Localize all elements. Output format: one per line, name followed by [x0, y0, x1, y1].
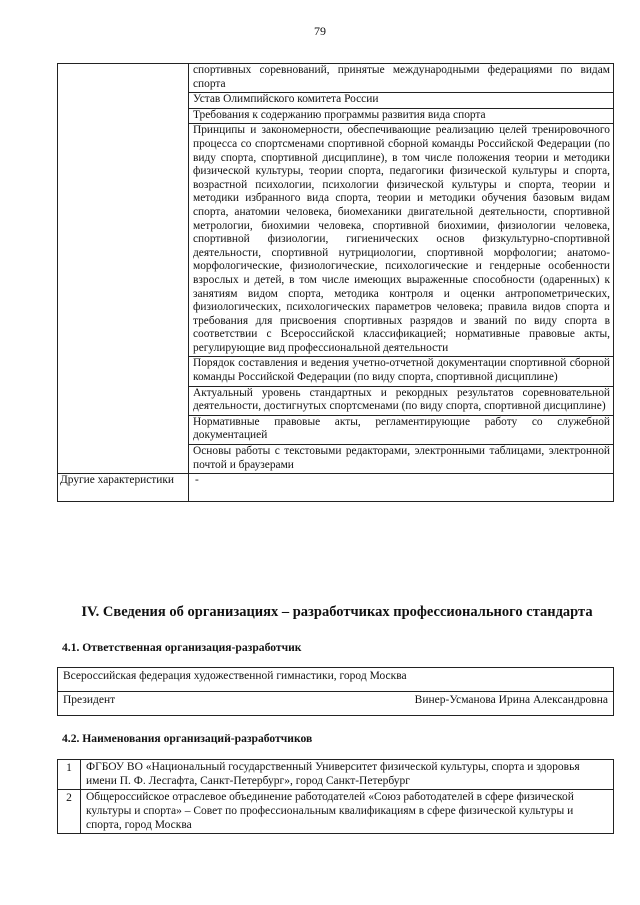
president-cell — [58, 692, 614, 716]
page-number: 79 — [314, 24, 326, 38]
developers-table — [57, 759, 614, 834]
left-empty-cell — [58, 64, 189, 474]
requirement-cell: Устав Олимпийского комитета России — [189, 93, 614, 109]
requirement-cell: Принципы и закономерности, обеспечивающие реализацию целей тренировочного процесса со спортсменами спортивной сборной команды Российской Федерации (по виду спорта, спортивной дисциплине), в том числе положения теории и методики физической культуры, теории спорта, педагогики физической культуры и спорта, возрастной психологии, психологии физической культуры и спорта, теории и методики избранного вида спорта, теории и методики обучения базовым видам спорта, анатомии человека, биомеханики двигательной деятельности, спортивной метрологии, биохимии человека, спортивной биохимии, физиологии человека, спортивной физиологии, гигиенических основ физкультурно-спортивной деятельности, спортивной нутрициологии, спортивной морфологии; анатомо-морфологические, физиологические, психологические и гендерные особенности взрослых и детей, в том числе имеющих выраженные способности (одаренных) к занятиям видом спорта, методика контроля и оценки антропометрических, физиологических, психологических параметров человека; правила видов спорта и требования для присвоения спортивных разрядов и званий по виду спорта в соответствии с Всероссийской классификацией; нормативные правовые акты, регулирующие вид профессиональной деятельности — [189, 124, 614, 357]
developer-name: Общероссийское отраслевое объединение работодателей «Союз работодателей в сфере физической культуры и спорта» – Совет по профессиональным квалификациям в сфере физической культуры и спорта, город Москва — [81, 790, 614, 834]
position-label: Президент — [63, 694, 116, 706]
requirement-cell: Требования к содержанию программы развития вида спорта — [189, 108, 614, 124]
developer-name: ФГБОУ ВО «Национальный государственный Университет физической культуры, спорта и здоровья имени П. Ф. Лесгафта, Санкт-Петербург», город Санкт-Петербург — [81, 760, 614, 790]
requirement-cell: Нормативные правовые акты, регламентирующие работу со служебной документацией — [189, 415, 614, 444]
subsection-title-responsible: 4.1. Ответственная организация-разработчик — [62, 641, 302, 654]
table-row — [58, 64, 614, 93]
developer-number: 1 — [58, 760, 81, 790]
person-name: Винер-Усманова Ирина Александровна — [414, 694, 608, 706]
responsible-org-name: Всероссийская федерация художественной гимнастики, город Москва — [58, 668, 614, 692]
responsible-org-table — [57, 667, 614, 716]
section-title: IV. Сведения об организациях – разработчиках профессионального стандарта — [81, 604, 593, 620]
requirements-table — [57, 63, 614, 502]
other-characteristics-value: - — [189, 474, 614, 502]
requirement-cell: Актуальный уровень стандартных и рекордных результатов соревновательной деятельности, достигнутых спортсменами (по виду спорта, спортивной дисциплине) — [189, 386, 614, 415]
subsection-title-developers: 4.2. Наименования организаций-разработчиков — [62, 732, 313, 745]
other-characteristics-label: Другие характеристики — [58, 474, 189, 502]
table-row — [58, 692, 614, 716]
table-row — [58, 668, 614, 692]
table-row — [58, 760, 614, 790]
requirement-cell: Основы работы с текстовыми редакторами, электронными таблицами, электронной почтой и браузерами — [189, 445, 614, 474]
table-row — [58, 790, 614, 834]
requirement-cell: спортивных соревнований, принятые международными федерациями по видам спорта — [189, 64, 614, 93]
other-characteristics-row — [58, 474, 614, 502]
developer-number: 2 — [58, 790, 81, 834]
requirement-cell: Порядок составления и ведения учетно-отчетной документации спортивной сборной команды Российской Федерации (по виду спорта, спортивной дисциплине) — [189, 357, 614, 386]
